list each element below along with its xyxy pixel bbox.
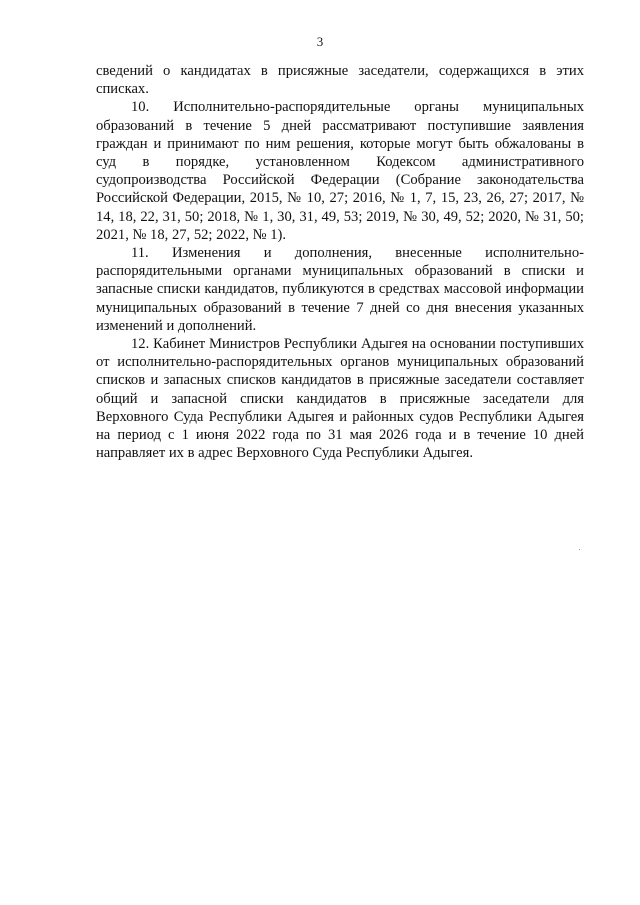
scan-speck bbox=[579, 549, 580, 550]
page-number: 3 bbox=[316, 34, 324, 49]
paragraph-item-12: 12. Кабинет Министров Республики Адыгея на основании поступивших от исполнительно-распорядительных органов муниципальных образований списков и запасных списков кандидатов в присяжные заседатели составляет общий и запасной списки кандидатов в присяжные заседатели для Верховного Суда Республики Адыгея и районных судов Республики Адыгея на период с 1 июня 2022 года по 31 мая 2026 года и в течение 10 дней направляет их в адрес Верховного Суда Республики Адыгея. bbox=[96, 336, 584, 462]
paragraph-item-10: 10. Исполнительно-распорядительные органы муниципальных образований в течение 5 дней рассматривают поступившие заявления граждан и принимают по ним решения, которые могут быть обжалованы в суд в порядке, установленном Кодексом административного судопроизводства Российской Федерации (Собрание законодательства Российской Федерации, 2015, № 10, 27; 2016, № 1, 7, 15, 23, 26, 27; 2017, № 14, 18, 22, 31, 50; 2018, № 1, 30, 31, 49, 53; 2019, № 30, 49, 52; 2020, № 31, 50; 2021, № 18, 27, 52; 2022, № 1). bbox=[96, 99, 584, 243]
paragraph-item-11: 11. Изменения и дополнения, внесенные исполнительно-распорядительными органами муниципальных образований в списки и запасные списки кандидатов, публикуются в средствах массовой информации муниципальных образований в течение 7 дней со дня внесения указанных изменений и дополнений. bbox=[96, 245, 584, 334]
paragraph-continuation: сведений о кандидатах в присяжные заседатели, содержащихся в этих списках. bbox=[96, 63, 584, 98]
document-body bbox=[96, 62, 584, 462]
